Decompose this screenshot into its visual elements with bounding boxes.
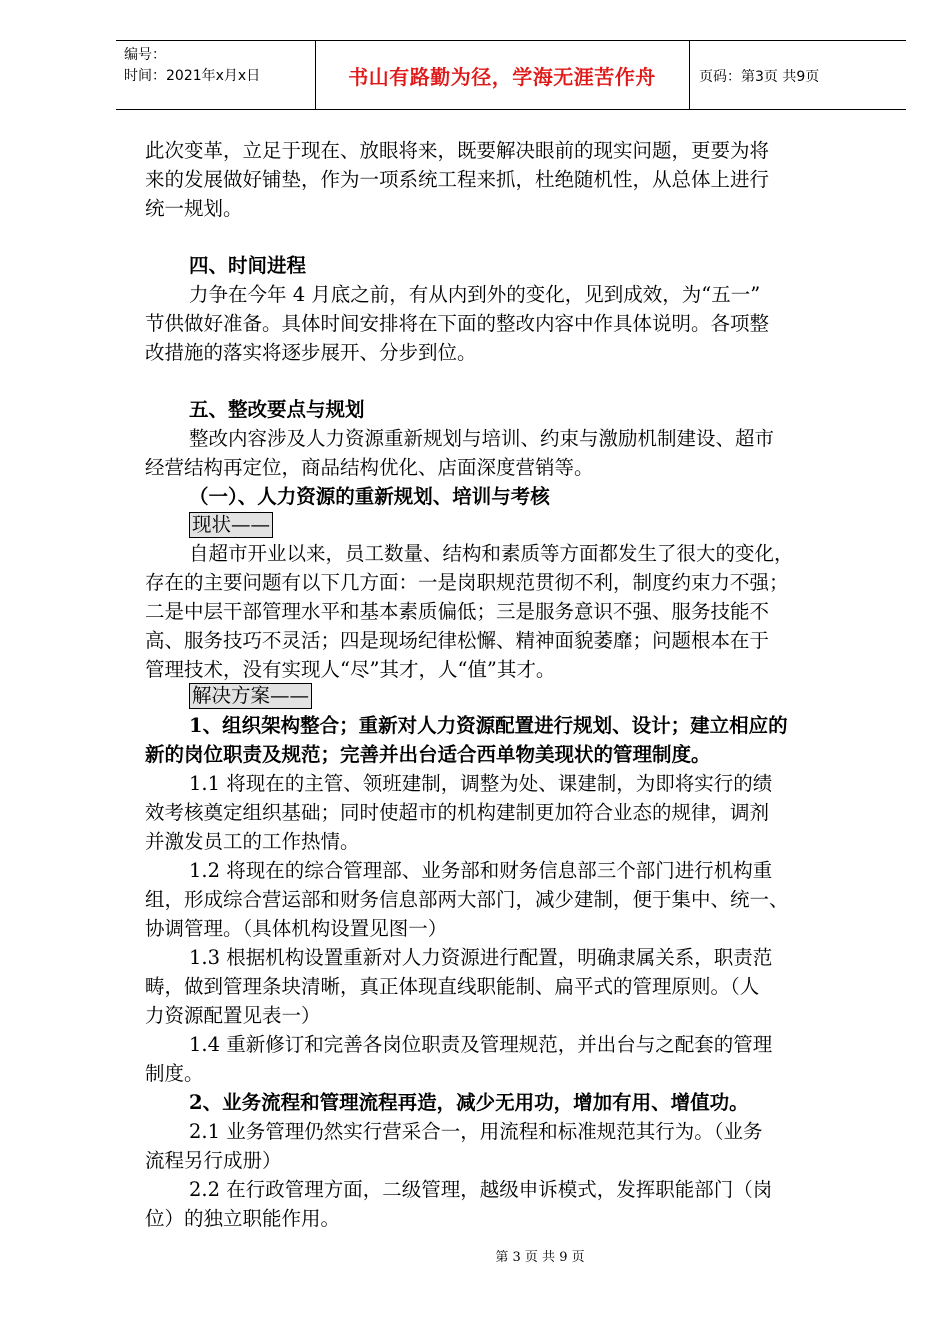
status-label-line (189, 511, 273, 539)
number-label: 编号： (124, 47, 166, 63)
footer-page-number: 第 3 页 共 9 页 (495, 1250, 585, 1265)
paragraph-line: 高、服务技巧不灵活；四是现场纪律松懈、精神面貌萎靡；问题根本在于 (145, 629, 770, 652)
item-heading: 1、组织架构整合；重新对人力资源配置进行规划、设计；建立相应的 (189, 714, 788, 737)
paragraph-line: 1.1 将现在的主管、领班建制，调整为处、课建制，为即将实行的绩 (189, 772, 773, 795)
section-heading: 五、整改要点与规划 (189, 398, 365, 421)
paragraph-line: 2.2 在行政管理方面，二级管理，越级申诉模式，发挥职能部门（岗 (189, 1178, 773, 1201)
header-table (116, 40, 906, 110)
paragraph-line: 并激发员工的工作热情。 (145, 830, 360, 853)
item-heading: 新的岗位职责及规范；完善并出台适合西单物美现状的管理制度。 (145, 743, 711, 766)
paragraph-line: 1.3 根据机构设置重新对人力资源进行配置，明确隶属关系，职责范 (189, 946, 773, 969)
paragraph-line: 2.1 业务管理仍然实行营采合一，用流程和标准规范其行为。（业务 (189, 1120, 763, 1143)
solution-label-line (189, 682, 312, 710)
paragraph-line: 位）的独立职能作用。 (145, 1207, 341, 1230)
paragraph-line: 1.4 重新修订和完善各岗位职责及管理规范，并出台与之配套的管理 (189, 1033, 773, 1056)
paragraph-line: 经营结构再定位，商品结构优化、店面深度营销等。 (145, 456, 594, 479)
paragraph-line: 流程另行成册） (145, 1149, 282, 1172)
paragraph-line: 统一规划。 (145, 197, 243, 220)
section-heading: 四、时间进程 (189, 254, 307, 277)
motto: 书山有路勤为径，学海无涯苦作舟 (348, 65, 656, 89)
header-motto-cell (315, 41, 690, 109)
paragraph-line: 力争在今年 4 月底之前，有从内到外的变化，见到成效，为“五一” (189, 283, 761, 306)
paragraph-line: 来的发展做好铺垫，作为一项系统工程来抓，杜绝随机性，从总体上进行 (145, 168, 770, 191)
paragraph-line: 力资源配置见表一） (145, 1004, 321, 1027)
time-label: 时间：2021年x月x日 (124, 68, 261, 84)
paragraph-line: 二是中层干部管理水平和基本素质偏低；三是服务意识不强、服务技能不 (145, 600, 770, 623)
item-heading: 2、业务流程和管理流程再造，减少无用功，增加有用、增值功。 (189, 1091, 749, 1114)
header-page-cell (689, 41, 906, 109)
page-footer (0, 1246, 950, 1265)
paragraph-line: 组，形成综合营运部和财务信息部两大部门，减少建制，便于集中、统一、 (145, 888, 789, 911)
paragraph-line: 自超市开业以来，员工数量、结构和素质等方面都发生了很大的变化， (189, 542, 794, 565)
page-label: 页码：第3页 共9页 (699, 69, 820, 85)
paragraph-line: 畴，做到管理条块清晰，真正体现直线职能制、扁平式的管理原则。（人 (145, 975, 760, 998)
solution-label: 解决方案—— (189, 683, 312, 709)
paragraph-line: 制度。 (145, 1062, 204, 1085)
status-label: 现状—— (189, 512, 273, 538)
paragraph-line: 此次变革，立足于现在、放眼将来，既要解决眼前的现实问题，更要为将 (145, 139, 770, 162)
paragraph-line: 存在的主要问题有以下几方面：一是岗职规范贯彻不利，制度约束力不强； (145, 571, 789, 594)
paragraph-line: 协调管理。（具体机构设置见图一） (145, 917, 448, 940)
paragraph-line: 管理技术，没有实现人“尽”其才，人“值”其才。 (145, 658, 556, 681)
paragraph-line: 整改内容涉及人力资源重新规划与培训、约束与激励机制建设、超市 (189, 427, 775, 450)
subsection-heading: （一）、人力资源的重新规划、培训与考核 (189, 485, 550, 508)
paragraph-line: 效考核奠定组织基础；同时使超市的机构建制更加符合业态的规律，调剂 (145, 801, 770, 824)
paragraph-line: 1.2 将现在的综合管理部、业务部和财务信息部三个部门进行机构重 (189, 859, 773, 882)
paragraph-line: 改措施的落实将逐步展开、分步到位。 (145, 341, 477, 364)
paragraph-line: 节供做好准备。具体时间安排将在下面的整改内容中作具体说明。各项整 (145, 312, 770, 335)
header-meta-cell (116, 41, 316, 109)
